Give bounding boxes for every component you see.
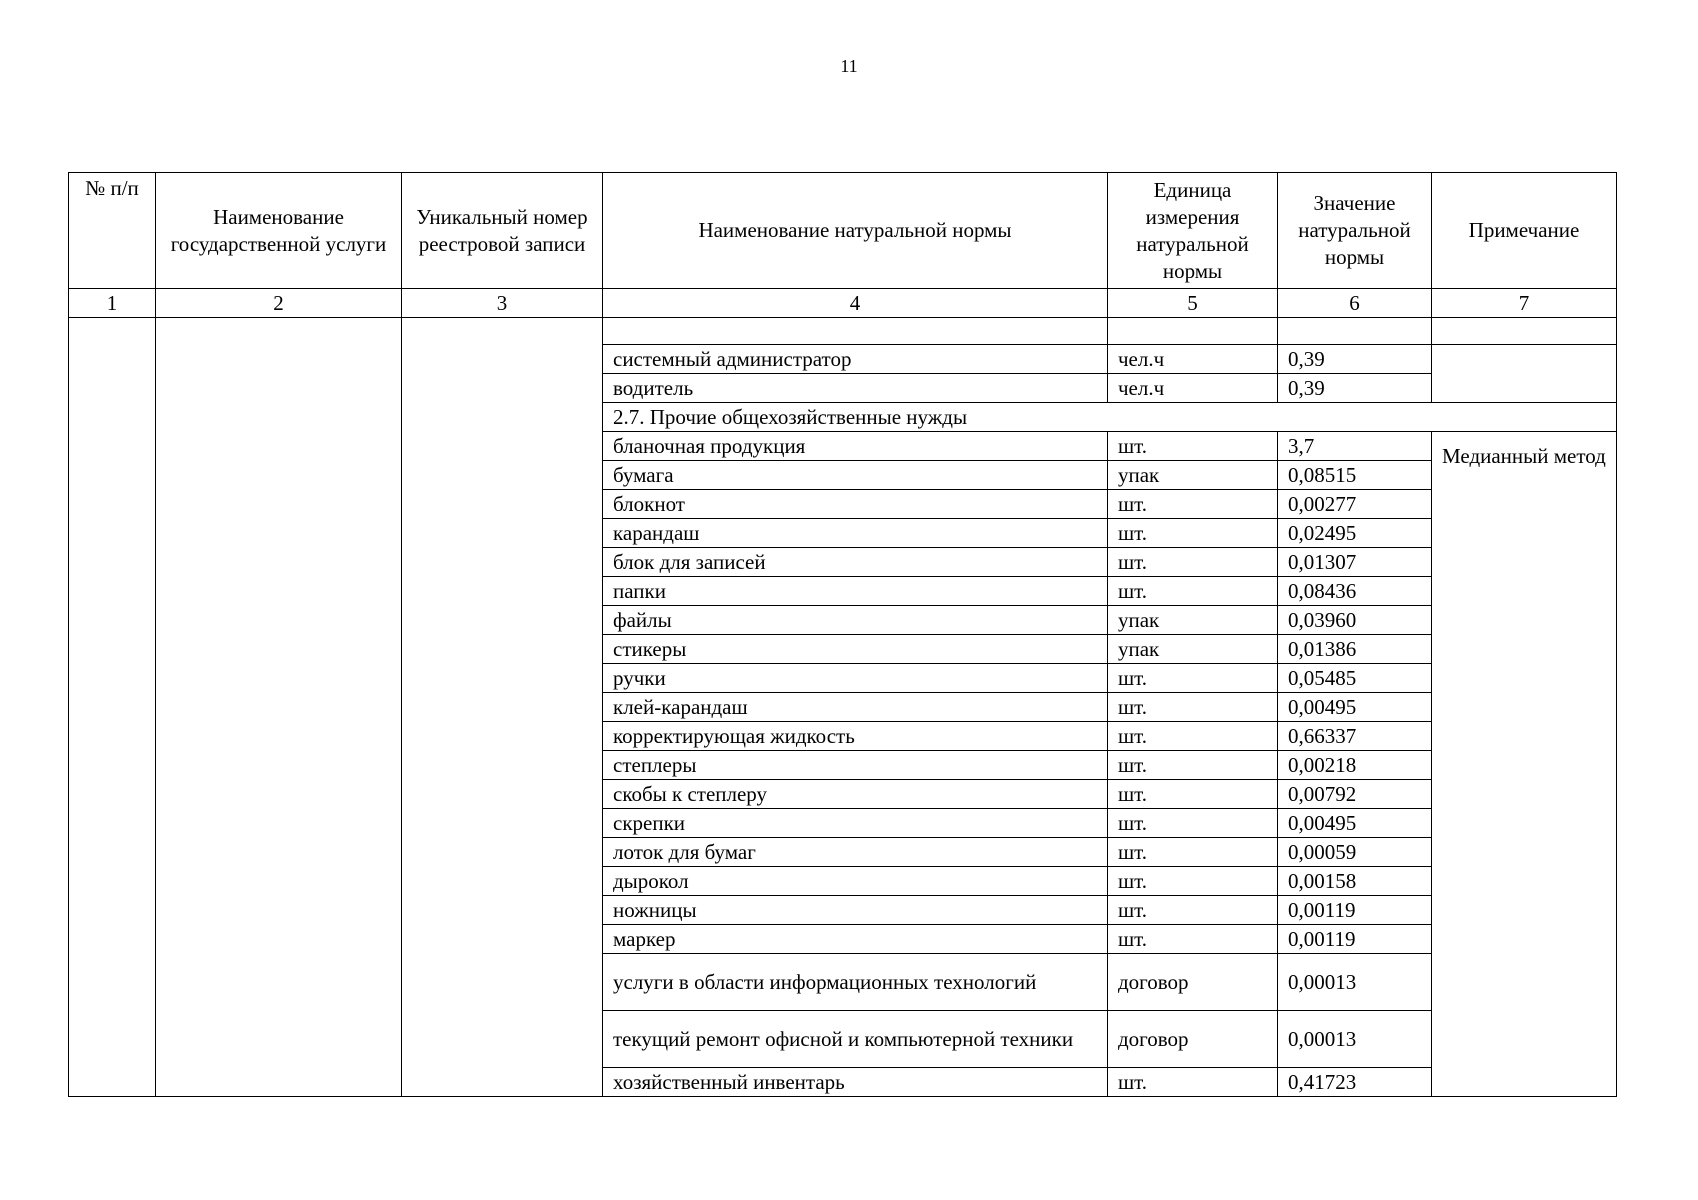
unit-cell: шт.	[1108, 896, 1278, 925]
column-number: 4	[603, 289, 1108, 318]
value-cell: 0,08436	[1278, 577, 1432, 606]
value-cell: 0,08515	[1278, 461, 1432, 490]
value-cell: 0,66337	[1278, 722, 1432, 751]
column-number: 7	[1432, 289, 1617, 318]
number-cell	[69, 318, 156, 1097]
norm-name-cell: скрепки	[603, 809, 1108, 838]
unit-cell: договор	[1108, 1011, 1278, 1068]
unit-cell: шт.	[1108, 519, 1278, 548]
norm-name-cell: системный администратор	[603, 345, 1108, 374]
column-number-row	[69, 289, 1617, 318]
unit-cell: шт.	[1108, 490, 1278, 519]
norm-name-cell: текущий ремонт офисной и компьютерной техники	[603, 1011, 1108, 1068]
norm-name-cell: блокнот	[603, 490, 1108, 519]
value-cell: 0,03960	[1278, 606, 1432, 635]
norm-name-cell: дырокол	[603, 867, 1108, 896]
unit-cell: шт.	[1108, 809, 1278, 838]
header-norm-name: Наименование натуральной нормы	[603, 173, 1108, 289]
norm-name-cell: клей-карандаш	[603, 693, 1108, 722]
unit-cell: шт.	[1108, 548, 1278, 577]
header-registry-number: Уникальный номер реестровой записи	[402, 173, 603, 289]
unit-cell: шт.	[1108, 867, 1278, 896]
header-service-name: Наименование государственной услуги	[156, 173, 402, 289]
registry-number-cell	[402, 318, 603, 1097]
value-cell: 0,00158	[1278, 867, 1432, 896]
value-cell: 0,00119	[1278, 896, 1432, 925]
value-cell: 0,00013	[1278, 954, 1432, 1011]
section-heading: 2.7. Прочие общехозяйственные нужды	[603, 403, 1617, 432]
norm-name-cell: маркер	[603, 925, 1108, 954]
value-cell: 0,39	[1278, 374, 1432, 403]
unit-cell: чел.ч	[1108, 374, 1278, 403]
column-number: 1	[69, 289, 156, 318]
unit-cell: шт.	[1108, 693, 1278, 722]
norm-name-cell: бумага	[603, 461, 1108, 490]
norm-name-cell: лоток для бумаг	[603, 838, 1108, 867]
note-cell	[1432, 318, 1617, 345]
norm-name-cell: хозяйственный инвентарь	[603, 1068, 1108, 1097]
value-cell: 0,00792	[1278, 780, 1432, 809]
norm-name-cell: бланочная продукция	[603, 432, 1108, 461]
norm-name-cell: папки	[603, 577, 1108, 606]
value-cell: 0,00013	[1278, 1011, 1432, 1068]
header-row	[69, 173, 1617, 289]
header-number: № п/п	[69, 173, 156, 289]
note-cell	[1432, 345, 1617, 403]
value-cell: 0,01307	[1278, 548, 1432, 577]
unit-cell: упак	[1108, 635, 1278, 664]
norm-name-cell: водитель	[603, 374, 1108, 403]
unit-cell: шт.	[1108, 838, 1278, 867]
norm-name-cell: стикеры	[603, 635, 1108, 664]
value-cell: 0,00495	[1278, 809, 1432, 838]
column-number: 6	[1278, 289, 1432, 318]
natural-norms-table	[68, 172, 1617, 1097]
header-value: Значение натуральной нормы	[1278, 173, 1432, 289]
unit-cell: шт.	[1108, 780, 1278, 809]
norm-name-cell: степлеры	[603, 751, 1108, 780]
value-cell: 0,00218	[1278, 751, 1432, 780]
value-cell	[1278, 318, 1432, 345]
method-note: Медианный метод	[1432, 432, 1617, 1097]
value-cell: 0,00277	[1278, 490, 1432, 519]
value-cell: 0,00059	[1278, 838, 1432, 867]
unit-cell: договор	[1108, 954, 1278, 1011]
unit-cell: чел.ч	[1108, 345, 1278, 374]
norm-name-cell: скобы к степлеру	[603, 780, 1108, 809]
unit-cell: шт.	[1108, 751, 1278, 780]
value-cell: 0,39	[1278, 345, 1432, 374]
value-cell: 0,05485	[1278, 664, 1432, 693]
unit-cell: шт.	[1108, 664, 1278, 693]
value-cell: 0,41723	[1278, 1068, 1432, 1097]
value-cell: 0,01386	[1278, 635, 1432, 664]
norm-name-cell: ножницы	[603, 896, 1108, 925]
norm-name-cell: ручки	[603, 664, 1108, 693]
value-cell: 0,00495	[1278, 693, 1432, 722]
unit-cell: упак	[1108, 606, 1278, 635]
continuation-row	[69, 318, 1617, 345]
norm-name-cell: блок для записей	[603, 548, 1108, 577]
norm-name-cell: файлы	[603, 606, 1108, 635]
value-cell: 3,7	[1278, 432, 1432, 461]
header-unit: Единица измерения натуральной нормы	[1108, 173, 1278, 289]
column-number: 5	[1108, 289, 1278, 318]
unit-cell: шт.	[1108, 1068, 1278, 1097]
header-note: Примечание	[1432, 173, 1617, 289]
unit-cell: упак	[1108, 461, 1278, 490]
service-name-cell	[156, 318, 402, 1097]
value-cell: 0,00119	[1278, 925, 1432, 954]
norm-name-cell	[603, 318, 1108, 345]
norm-name-cell: услуги в области информационных технологий	[603, 954, 1108, 1011]
unit-cell: шт.	[1108, 722, 1278, 751]
norm-name-cell: карандаш	[603, 519, 1108, 548]
unit-cell: шт.	[1108, 925, 1278, 954]
norm-name-cell: корректирующая жидкость	[603, 722, 1108, 751]
page-number: 11	[840, 56, 858, 76]
unit-cell: шт.	[1108, 577, 1278, 606]
column-number: 3	[402, 289, 603, 318]
unit-cell: шт.	[1108, 432, 1278, 461]
column-number: 2	[156, 289, 402, 318]
unit-cell	[1108, 318, 1278, 345]
value-cell: 0,02495	[1278, 519, 1432, 548]
